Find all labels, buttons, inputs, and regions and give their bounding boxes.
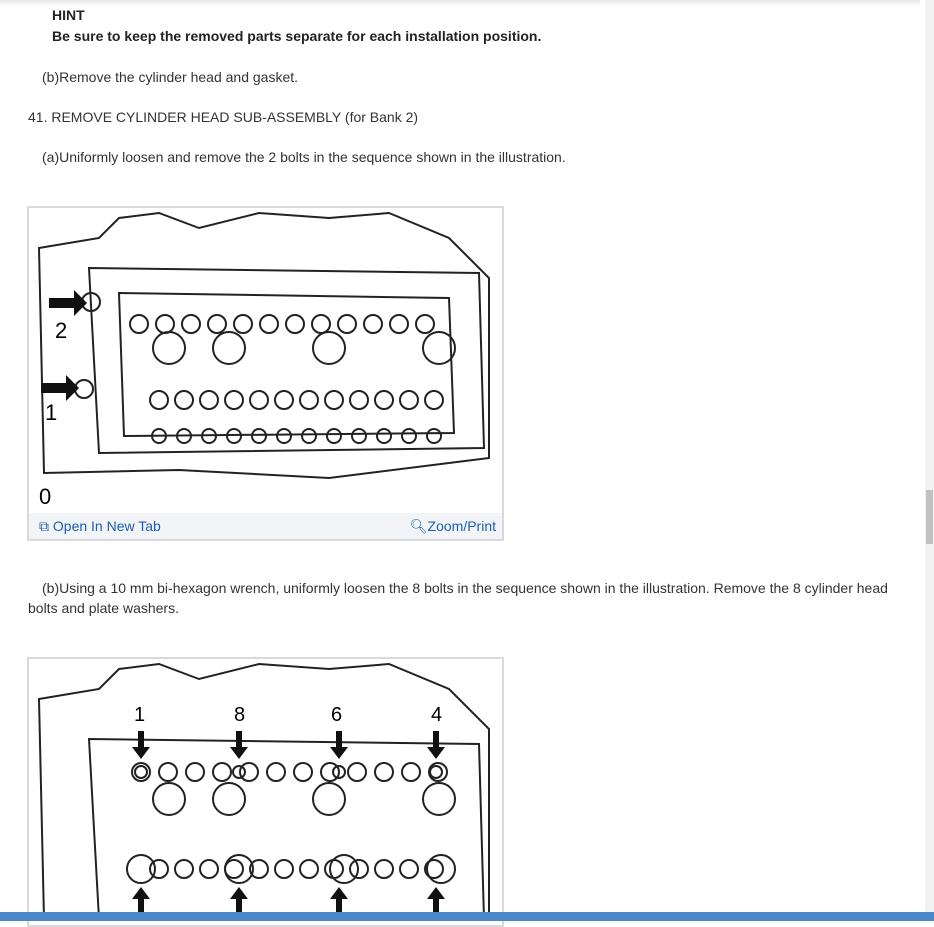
bolt-circle [200,860,218,878]
bolt-label-1: 1 [134,704,146,726]
bolt-circle [277,429,291,443]
bolt-circle [186,763,204,781]
bolt-circle [400,391,418,409]
bolt-circle [300,391,318,409]
bolt-label-2: 2 [55,318,68,343]
scrollbar-thumb[interactable] [926,490,933,544]
hint-text: Be sure to keep the removed parts separate for each installation position. [52,28,542,44]
section-heading: 41. REMOVE CYLINDER HEAD SUB-ASSEMBLY (for Bank 2) [28,109,419,125]
bottom-bar [0,912,934,921]
figure-1 [27,206,504,541]
bolt-circle [325,860,343,878]
figure-1-links [29,513,502,539]
bolt-circle [338,315,356,333]
bolt-circle [348,763,366,781]
bolt-circle [313,783,345,815]
bolt-circle [156,315,174,333]
cylinder-head-illustration-2 [29,659,502,919]
bolt-circle [275,860,293,878]
open-tab-icon: ⧉ [39,518,49,534]
bolt-label-8: 8 [234,704,246,726]
bolt-label-6: 6 [331,704,343,726]
bolt-label-4: 4 [431,704,443,726]
bolt-circle [267,763,285,781]
bolt-circle [427,855,455,883]
bolt-circle [390,315,408,333]
bolt-circle [300,860,318,878]
bolt-label-1: 1 [45,400,58,425]
figure-label-0: 0 [39,484,52,509]
bolt-circle [175,391,193,409]
bolt-circle [350,391,368,409]
vertical-scrollbar[interactable] [925,0,934,912]
bolt-circle [312,315,330,333]
bolt-circle [423,783,455,815]
bolt-circle [375,763,393,781]
arrow-down-icon [427,731,445,759]
bolt-circle [325,391,343,409]
bolt-circle [208,315,226,333]
bolt-circle [302,429,316,443]
bolt-circle [275,391,293,409]
step-b-remove-head: (b)Remove the cylinder head and gasket. [42,69,299,85]
bolt-circle [400,860,418,878]
cylinder-head-illustration-1 [29,208,502,513]
bolt-circle [130,315,148,333]
open-in-new-tab-link[interactable]: ⧉ Open In New Tab [39,518,161,534]
bolt-circle [313,332,345,364]
bolt-circle [240,763,258,781]
bolt-circle [135,766,147,778]
bolt-circle [364,315,382,333]
arrow-down-icon [330,731,348,759]
step-b-using-wrench-line2: bolts and plate washers. [28,600,179,616]
bolt-circle [294,763,312,781]
bolt-circle [425,391,443,409]
figure-2 [27,657,504,927]
bolt-circle [234,315,252,333]
bolt-circle [430,766,442,778]
bolt-circle [225,855,253,883]
bolt-circle [286,315,304,333]
zoom-print-link[interactable]: 🔍︎Zoom/Print [409,518,496,534]
arrow-down-icon [230,731,248,759]
bolt-circle [213,763,231,781]
bolt-circle [352,429,366,443]
bolt-circle [375,391,393,409]
top-shadow [0,0,920,6]
bolt-circle [377,429,391,443]
hint-title: HINT [52,7,85,23]
bolt-circle [153,783,185,815]
bolt-circle [402,763,420,781]
step-a: (a)Uniformly loosen and remove the 2 bolts in the sequence shown in the illustration. [42,149,566,165]
bolt-circle [327,429,341,443]
bolt-circle [153,332,185,364]
zoom-in-icon: 🔍︎ [409,518,428,534]
arrow-down-icon [132,731,150,759]
bolt-circle [182,315,200,333]
bolt-circle [416,315,434,333]
bolt-circle [213,332,245,364]
bolt-circle [175,860,193,878]
bolt-circle [250,391,268,409]
bolt-circle [213,783,245,815]
step-b-using-wrench-line1: (b)Using a 10 mm bi-hexagon wrench, uniformly loosen the 8 bolts in the sequence shown in the illustration. Remove the 8 cylinder head [42,580,888,596]
bolt-circle [427,429,441,443]
bolt-circle [150,391,168,409]
bolt-circle [375,860,393,878]
bolt-circle [225,860,243,878]
bolt-circle [200,391,218,409]
bolt-circle [225,391,243,409]
bolt-circle [260,315,278,333]
bolt-circle [402,429,416,443]
bolt-circle [252,429,266,443]
bolt-circle [159,763,177,781]
